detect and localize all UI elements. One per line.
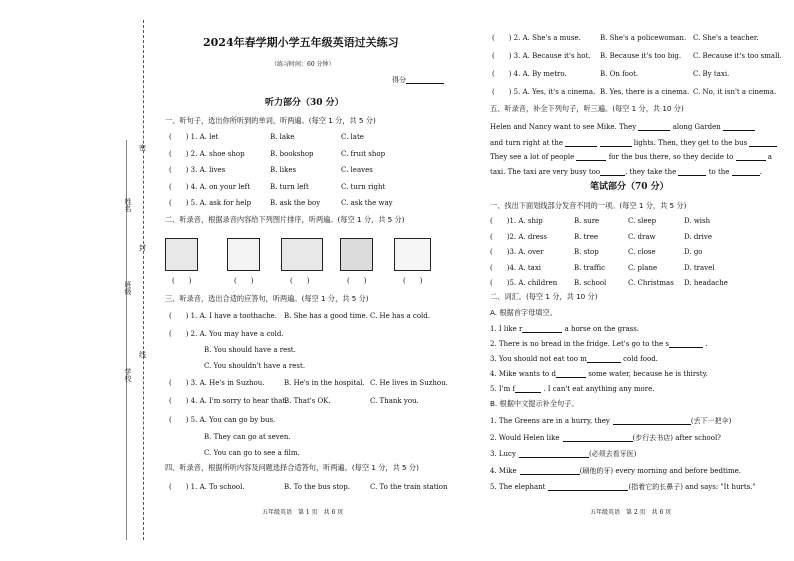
w2-b-row-4-blank[interactable] <box>520 467 580 475</box>
w2-a-row-4-post: some water, because he is thirsty. <box>588 370 708 378</box>
s3-line-1-q: ( ) 1. A. I have a toothache. <box>169 312 278 320</box>
s3-line-2-q: ( ) 2. A. You may have a cold. <box>169 330 284 338</box>
exam-time: （练习时间：60 分钟） <box>271 61 335 68</box>
s1-row-5-c: C. ask the way <box>341 199 393 207</box>
w1-row-3-c: C. close <box>628 248 656 256</box>
s4-row-2-c: C. She's a teacher. <box>693 34 759 42</box>
w1-row-2-d: D. drive <box>684 232 712 241</box>
picture-4 <box>340 238 373 271</box>
s1-row-1-q: ( ) 1. A. let <box>169 133 219 141</box>
s4-row-2-b: B. She's a policewoman. <box>600 34 687 42</box>
s3-line-6-q: ( ) 4. A. I'm sorry to hear that. <box>169 397 288 405</box>
s3-line-6-c: C. Thank you. <box>370 397 419 405</box>
w1-row-3-a: ( )3. A. over <box>490 248 544 256</box>
w1-row-1-c: C. sleep <box>628 217 657 225</box>
w2-a-row-4 <box>490 370 708 378</box>
w2-a-row-5-post: . I can't eat anything any more. <box>543 385 655 393</box>
w1-row-5-a: ( )5. A. children <box>490 279 558 287</box>
w1-row-5-c: C. Christmas <box>628 279 674 287</box>
w1-row-3-b: B. stop <box>574 248 599 256</box>
s5-head: 五、听录音，补全下列句子，听三遍。(每空 1 分，共 10 分) <box>490 104 684 113</box>
s4-row-1-c: C. To the train station <box>370 483 448 491</box>
s3-line-3-q: B. You should have a rest. <box>204 346 296 354</box>
s1-head: 一、听句子，选出你所听到的单词，听两遍。(每空 1 分，共 5 分) <box>165 116 376 125</box>
s4-row-4-q: ( ) 4. A. By metro. <box>492 70 567 78</box>
w2-b-row-5-post: (指着它的长鼻子) and says: "It hurts." <box>628 483 756 491</box>
s1-row-3-b: B. likes <box>270 166 297 174</box>
w2-a-row-5 <box>490 385 654 393</box>
w1-row-1-a: ( )1. A. ship <box>490 217 543 225</box>
w2-b-row-5-blank[interactable] <box>548 483 628 491</box>
s3-head: 三、听录音，选出合适的应答句，听两遍。(每空 1 分，共 5 分) <box>165 294 369 303</box>
w2-b-row-3-pre: 3. Lucy <box>490 450 516 458</box>
footer-left: 五年级英语 第 1 页 共 6 页 <box>262 509 344 516</box>
w2-b-row-3-post: (必须去看牙医) <box>588 450 637 458</box>
s3-line-5-q: ( ) 3. A. He's in Suzhou. <box>169 379 265 387</box>
s5-line-3: They see a lot of people for the bus there, so they decide to a <box>490 153 772 161</box>
s4-row-3-b: B. Because it's too big. <box>600 52 682 60</box>
page-right <box>470 0 794 561</box>
w2-head: 二、词汇。(每空 1 分，共 10 分) <box>490 292 598 301</box>
s3-line-5-b: B. He's in the hospital. <box>284 379 365 387</box>
w2-b-row-1 <box>490 417 731 425</box>
w1-head: 一、找出下面划线部分发音不同的一项。(每空 1 分，共 5 分) <box>490 201 687 210</box>
s4-row-3-q: ( ) 3. A. Because it's hot. <box>492 52 591 60</box>
footer-right: 五年级英语 第 2 页 共 6 页 <box>590 509 672 516</box>
s4-row-5-c: C. No, it isn't a cinema. <box>693 88 777 96</box>
w1-row-2-b: B. tree <box>574 232 599 241</box>
w2-b-row-4-post: (刷他的牙) every morning and before bedtime. <box>579 466 742 475</box>
picture-5 <box>394 238 431 271</box>
s2-bracket-5: ( ) <box>403 277 423 285</box>
w2-a-row-3 <box>490 355 658 363</box>
s1-row-4-q: ( ) 4. A. on your left <box>169 182 251 191</box>
s4-row-1-q: ( ) 1. A. To school. <box>169 483 245 491</box>
written-title: 笔试部分（70 分） <box>590 182 669 192</box>
w2-a-row-2-blank[interactable] <box>669 340 703 348</box>
s2-head: 二、听录音，根据录音内容给下列图片排序，听两遍。(每空 1 分，共 5 分) <box>165 215 405 224</box>
w1-row-3-d: D. go <box>684 248 703 256</box>
s2-bracket-1: ( ) <box>172 277 192 285</box>
s3-line-8-q: B. They can go at seven. <box>204 433 291 441</box>
w1-row-2-a: ( )2. A. dress <box>490 232 548 241</box>
w1-row-5-b: B. school <box>574 279 607 287</box>
s1-row-3-q: ( ) 3. A. lives <box>169 166 226 174</box>
w2-b-row-5-pre: 5. The elephant <box>490 483 546 491</box>
s3-line-5-c: C. He lives in Suzhou. <box>370 379 448 387</box>
s3-line-6-b: B. That's OK. <box>284 397 331 405</box>
w2-b-row-1-post: (丢下一把伞) <box>690 417 732 425</box>
w1-row-2-c: C. draw <box>628 232 656 241</box>
score-label: 得分 <box>392 76 444 84</box>
w2-a-row-1-post: a horse on the grass. <box>564 325 640 333</box>
w2-a-head: A. 根据首字母填空。 <box>490 308 557 317</box>
s3-line-1-c: C. He has a cold. <box>370 312 431 320</box>
binding-class-label: 班级 <box>124 281 132 295</box>
s1-row-5-q: ( ) 5. A. ask for help <box>169 199 252 207</box>
binding-seal-mi: 密 <box>139 144 146 152</box>
picture-3 <box>281 238 323 271</box>
w2-a-row-3-pre: 3. You should not eat too m <box>490 355 587 363</box>
w2-a-row-2-post: . <box>705 340 708 348</box>
w2-a-row-5-pre: 5. I'm f <box>490 385 516 393</box>
w2-b-row-2 <box>490 434 721 442</box>
picture-2 <box>227 238 260 271</box>
s2-bracket-3: ( ) <box>290 277 310 285</box>
w2-b-row-1-blank[interactable] <box>613 417 691 425</box>
picture-1 <box>165 238 198 271</box>
w2-b-row-2-blank[interactable] <box>563 434 633 442</box>
s1-row-3-c: C. leaves <box>341 166 373 174</box>
exam-title: 2024年春学期小学五年级英语过关练习 <box>203 36 399 49</box>
s1-row-5-b: B. ask the boy <box>270 199 321 207</box>
binding-seal-xian: 线 <box>139 351 146 359</box>
s4-row-5-q: ( ) 5. A. Yes, it's a cinema. <box>492 88 596 96</box>
s3-line-7-q: ( ) 5. A. You can go by bus. <box>169 416 276 424</box>
w2-b-row-1-pre: 1. The Greens are in a hurry, they <box>490 417 610 425</box>
w2-a-row-2-pre: 2. There is no bread in the fridge. Let's go to the s <box>490 340 669 348</box>
s1-row-2-q: ( ) 2. A. shoe shop <box>169 149 245 158</box>
w2-a-row-4-blank[interactable] <box>556 370 586 378</box>
w2-b-row-4 <box>490 467 741 475</box>
w2-a-row-2 <box>490 340 707 348</box>
s5-line-4: taxi. The taxi are very busy too , they take the to the . <box>490 168 762 176</box>
w2-b-row-5 <box>490 483 756 491</box>
s1-row-4-b: B. turn left <box>270 182 309 191</box>
s1-row-4-c: C. turn right <box>341 182 386 191</box>
s4-head: 四、听录音，根据所听内容及问题选择合适答句，听两遍。(每空 1 分，共 5 分) <box>165 463 419 472</box>
w2-b-row-2-post: (步行去书店) after school? <box>632 433 721 442</box>
s1-row-2-c: C. fruit shop <box>341 149 386 158</box>
s1-row-1-b: B. lake <box>270 133 295 141</box>
s4-row-4-c: C. By taxi. <box>693 70 730 78</box>
w2-a-row-3-blank[interactable] <box>587 355 621 363</box>
w1-row-4-c: C. plane <box>628 263 658 272</box>
binding-school-label: 学校 <box>124 368 132 382</box>
w2-b-row-2-pre: 2. Would Helen like <box>490 433 560 442</box>
w2-b-row-3-blank[interactable] <box>519 450 589 458</box>
w1-row-4-b: B. traffic <box>574 263 606 272</box>
s3-line-1-b: B. She has a good time. <box>284 312 368 320</box>
w2-b-row-4-pre: 4. Mike <box>490 466 517 475</box>
s3-line-9-q: C. You can go to see a film. <box>204 449 300 457</box>
w1-row-4-d: D. travel <box>684 263 715 272</box>
w2-a-row-1-blank[interactable] <box>522 325 562 333</box>
w2-b-row-3 <box>490 450 636 458</box>
binding-line <box>143 20 144 540</box>
s2-bracket-4: ( ) <box>347 277 367 285</box>
s5-line-2: and turn right at the lights. Then, they get to the bus <box>490 139 777 147</box>
binding-name-label: 姓名 <box>124 198 132 212</box>
s1-row-1-c: C. late <box>341 133 364 141</box>
s4-row-4-b: B. On foot. <box>600 70 639 78</box>
listening-title: 听力部分（30 分） <box>265 98 344 108</box>
w2-b-head: B. 根据中文提示补全句子。 <box>490 399 579 408</box>
w1-row-5-d: D. headache <box>684 279 728 287</box>
w2-a-row-1 <box>490 325 639 333</box>
binding-seal-feng: 封 <box>139 244 146 252</box>
s2-bracket-2: ( ) <box>234 277 254 285</box>
w2-a-row-1-pre: 1. I like r <box>490 325 523 333</box>
w1-row-1-b: B. sure <box>574 217 600 225</box>
w1-row-1-d: D. wish <box>684 217 711 225</box>
w1-row-4-a: ( )4. A. taxi <box>490 263 542 272</box>
s4-row-1-b: B. To the bus stop. <box>284 483 350 491</box>
w2-a-row-3-post: cold food. <box>623 355 658 363</box>
s3-line-4-q: C. You shouldn't have a rest. <box>204 362 306 370</box>
s5-line-1: Helen and Nancy want to see Mike. They along Garden <box>490 123 755 131</box>
w2-a-row-5-blank[interactable] <box>515 385 541 393</box>
s4-row-5-b: B. Yes, there is a cinema. <box>600 88 690 96</box>
s4-row-3-c: C. Because it's too small. <box>693 52 782 60</box>
w2-a-row-4-pre: 4. Mike wants to d <box>490 370 556 378</box>
s4-row-2-q: ( ) 2. A. She's a muse. <box>492 34 581 42</box>
s1-row-2-b: B. bookshop <box>270 149 314 158</box>
